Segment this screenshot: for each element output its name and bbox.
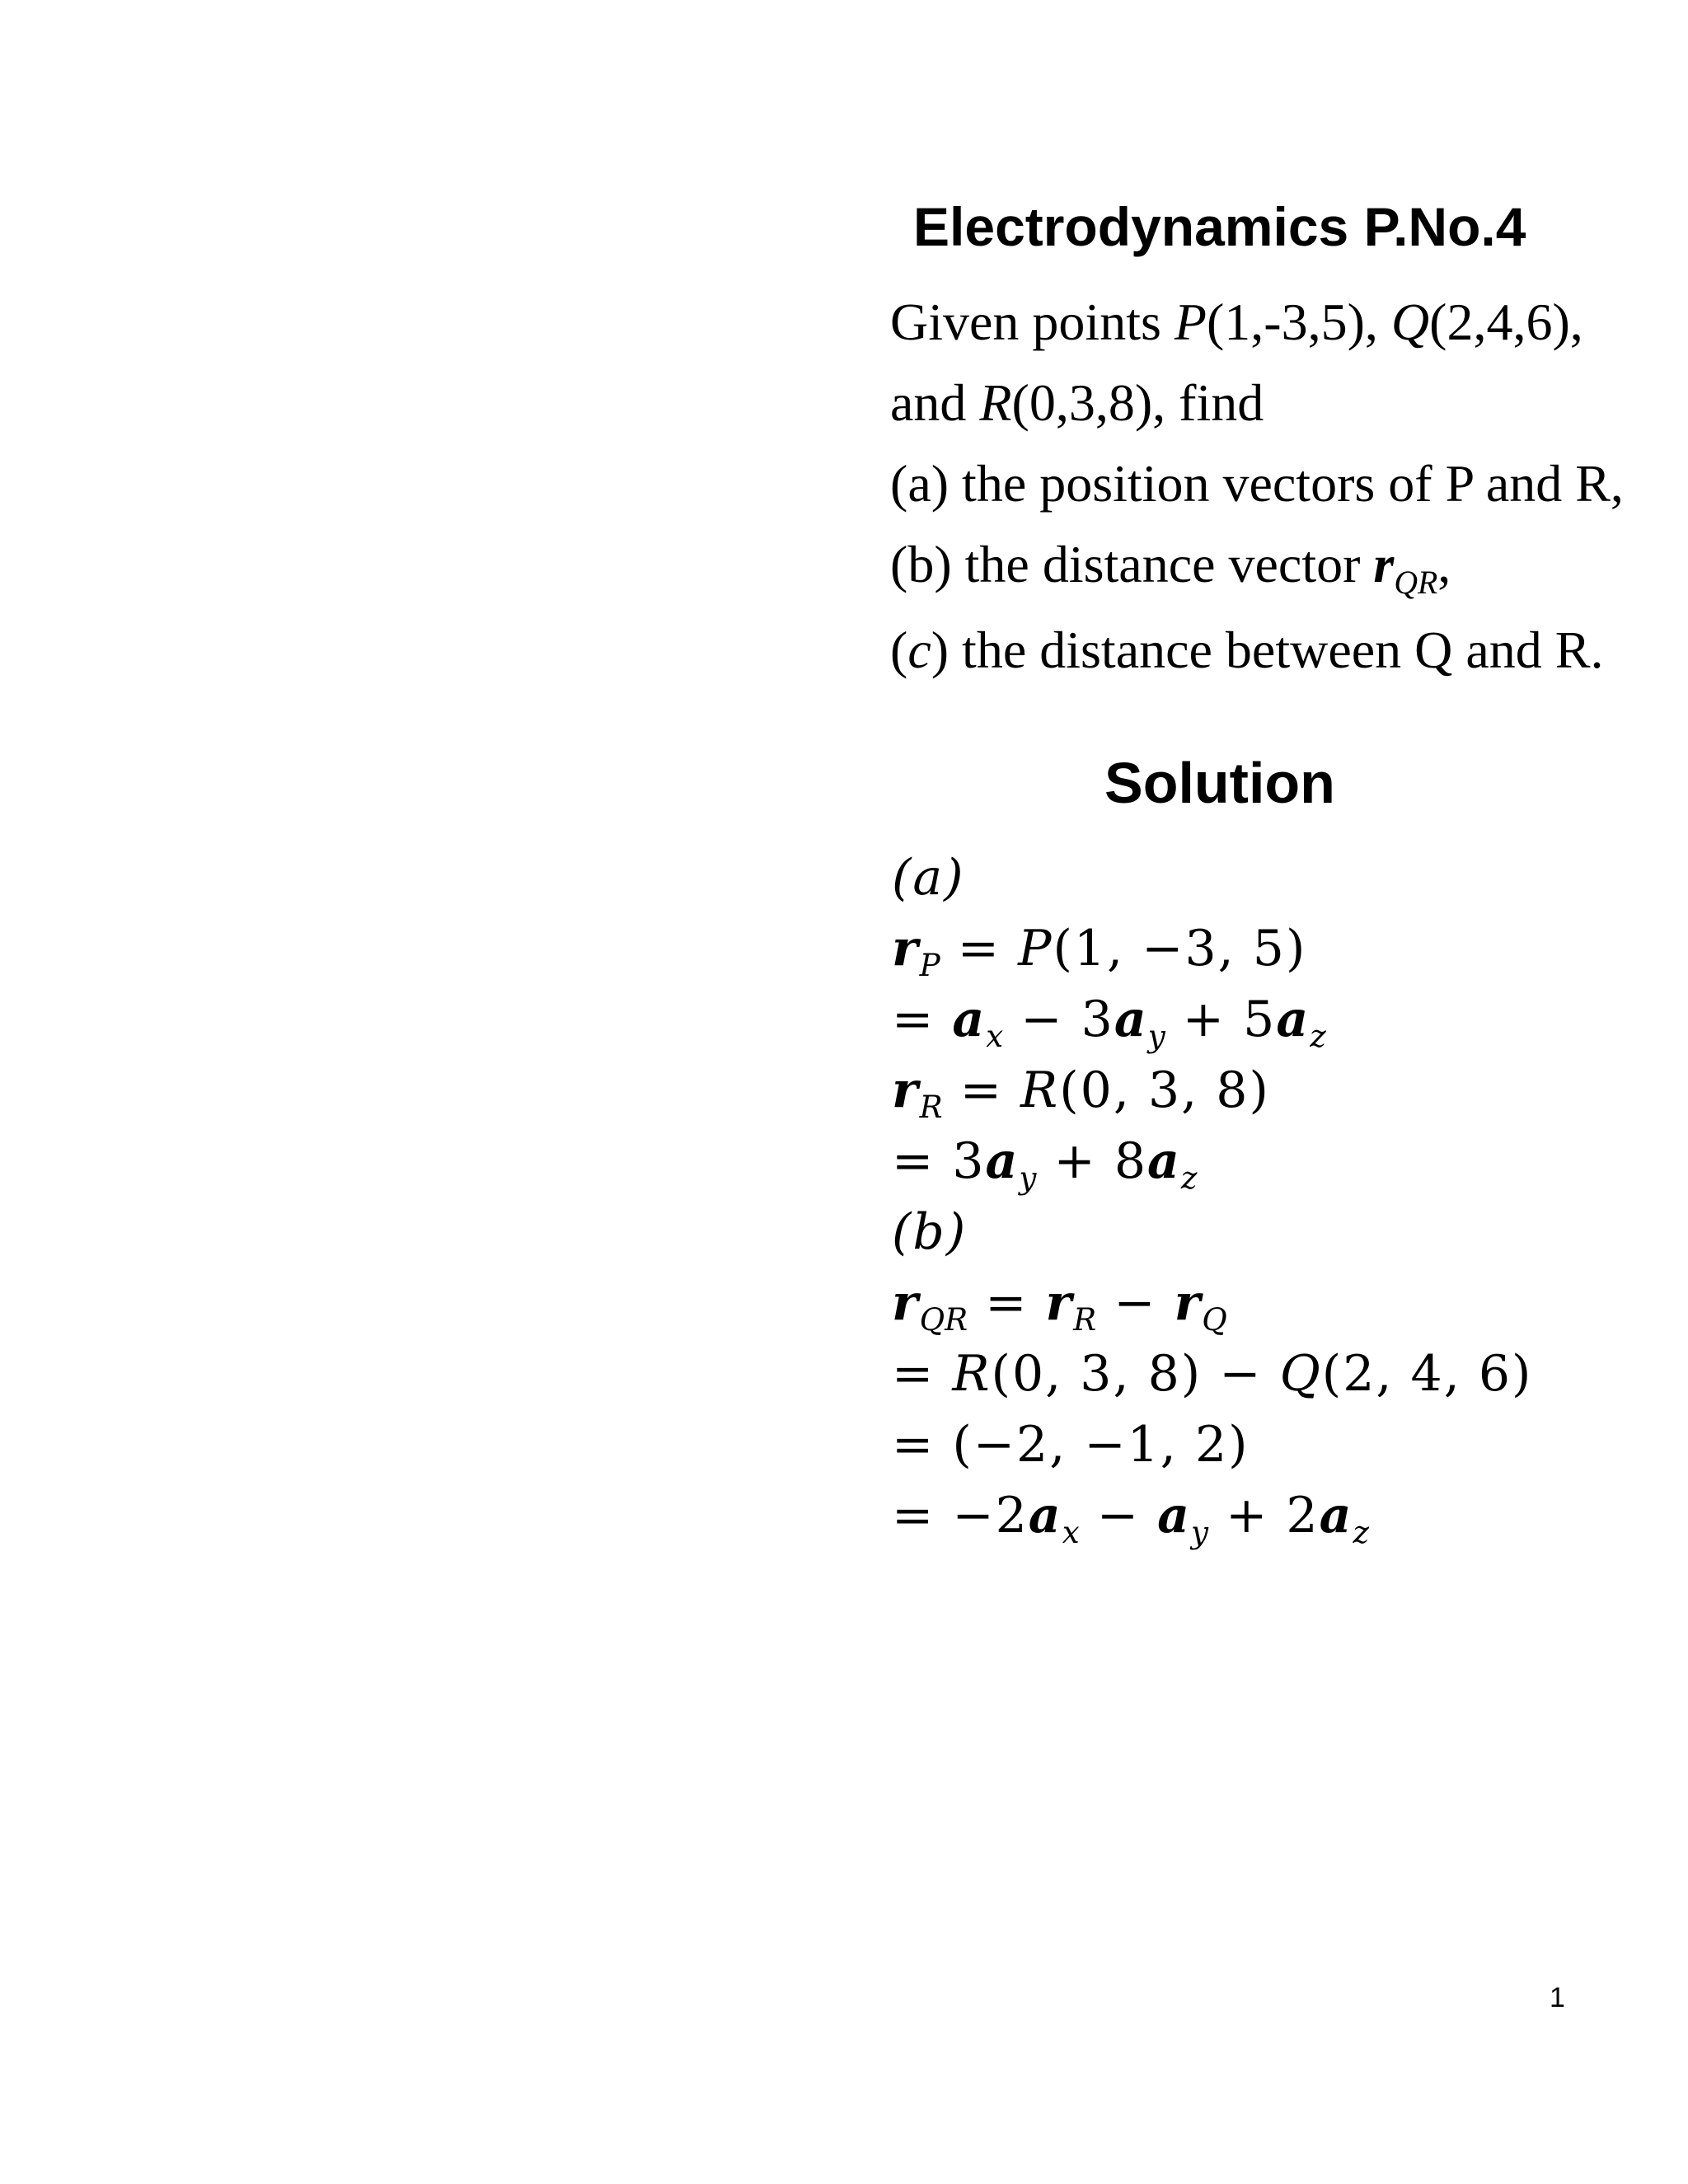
vector-r: r — [892, 1274, 920, 1332]
rqr-result — [892, 1480, 1532, 1551]
part-b-label — [892, 1197, 1532, 1268]
vector-r: r — [1373, 535, 1395, 593]
rqr-difference: = (−2, −1, 2) — [892, 1416, 1250, 1474]
separator: , — [1569, 293, 1583, 351]
math-text: − — [1079, 1487, 1158, 1544]
point-label: R — [1020, 1062, 1060, 1119]
point-q-label: Q — [1390, 293, 1430, 351]
problem-part-b — [890, 524, 1624, 610]
math-text: − 3 — [1003, 991, 1114, 1048]
vector-subscript: x — [986, 1018, 1004, 1055]
solution-body — [892, 842, 1532, 1551]
point-label: Q — [1279, 1345, 1322, 1403]
vector-subscript: x — [1062, 1514, 1080, 1551]
coords: (0, 3, 8) − — [991, 1345, 1280, 1403]
vector-subscript: z — [1180, 1160, 1198, 1197]
unit-vector: a — [1028, 1487, 1062, 1544]
unit-vector: a — [1114, 991, 1148, 1048]
unit-vector: a — [952, 991, 987, 1048]
problem-line-2 — [890, 363, 1624, 443]
point-label: R — [952, 1345, 992, 1403]
point-p-coords: (1,-3,5) — [1206, 293, 1365, 351]
problem-part-a: (a) the position vectors of P and R, — [890, 454, 1624, 513]
vector-subscript: P — [919, 947, 940, 984]
math-text: = 3 — [892, 1132, 986, 1190]
part-letter: c — [907, 621, 931, 679]
rqr-substitution — [892, 1338, 1532, 1409]
equals: = — [942, 1062, 1021, 1119]
problem-text: and — [890, 373, 980, 432]
unit-vector: a — [1319, 1487, 1353, 1544]
math-text: + 5 — [1165, 991, 1277, 1048]
math-text: = — [892, 991, 953, 1048]
vector-r: r — [1045, 1274, 1074, 1332]
rr-expansion — [892, 1126, 1532, 1197]
part-label: (a) — [892, 849, 965, 907]
vector-subscript: R — [919, 1089, 943, 1126]
point-r-label: R — [979, 373, 1012, 432]
solution-heading: Solution — [1104, 751, 1335, 815]
vector-r: r — [1174, 1274, 1203, 1332]
problem-text: ) the distance between Q and R. — [931, 621, 1604, 679]
coords: (2, 4, 6) — [1321, 1345, 1533, 1403]
part-a-label — [892, 842, 1532, 913]
vector-subscript: z — [1310, 1018, 1326, 1055]
problem-statement — [890, 282, 1624, 691]
unit-vector: a — [985, 1132, 1020, 1190]
vector-r: r — [892, 1062, 920, 1119]
point-q-coords: (2,4,6) — [1429, 293, 1570, 351]
rp-expansion — [892, 984, 1532, 1055]
problem-part-c — [890, 610, 1624, 691]
separator: , — [1437, 535, 1451, 593]
math-text: + 2 — [1208, 1487, 1320, 1544]
vector-subscript: QR — [1394, 564, 1438, 601]
rp-definition — [892, 913, 1532, 984]
vector-subscript: y — [1147, 1018, 1165, 1055]
minus: − — [1096, 1274, 1175, 1332]
vector-subscript: z — [1353, 1514, 1370, 1551]
problem-text: (b) the distance vector — [890, 535, 1374, 593]
math-text: = −2 — [892, 1487, 1029, 1544]
point-label: P — [1018, 920, 1053, 977]
point-r-coords: (0,3,8) — [1011, 373, 1153, 432]
coords: (0, 3, 8) — [1059, 1062, 1270, 1119]
page-number: 1 — [1550, 1982, 1565, 2013]
vector-subscript: y — [1190, 1514, 1208, 1551]
vector-subscript: R — [1073, 1301, 1097, 1338]
vector-subscript: y — [1019, 1160, 1037, 1197]
problem-text: Given points — [890, 293, 1175, 351]
math-text: + 8 — [1036, 1132, 1148, 1190]
unit-vector: a — [1157, 1487, 1191, 1544]
page-title: Electrodynamics P.No.4 — [913, 196, 1526, 257]
problem-text: , find — [1152, 373, 1264, 432]
math-text: = — [892, 1345, 953, 1403]
rr-definition — [892, 1055, 1532, 1126]
vector-r: r — [892, 920, 920, 977]
point-p-label: P — [1174, 293, 1207, 351]
coords: (1, −3, 5) — [1053, 920, 1307, 977]
unit-vector: a — [1147, 1132, 1181, 1190]
problem-text: ( — [890, 621, 908, 679]
vector-subscript: QR — [919, 1301, 968, 1338]
equals: = — [968, 1274, 1046, 1332]
part-label: (b) — [892, 1203, 968, 1261]
vector-subscript: Q — [1202, 1301, 1227, 1338]
equals: = — [940, 920, 1019, 977]
problem-line-1 — [890, 282, 1624, 363]
rqr-definition — [892, 1268, 1532, 1338]
separator: , — [1364, 293, 1391, 351]
unit-vector: a — [1276, 991, 1311, 1048]
